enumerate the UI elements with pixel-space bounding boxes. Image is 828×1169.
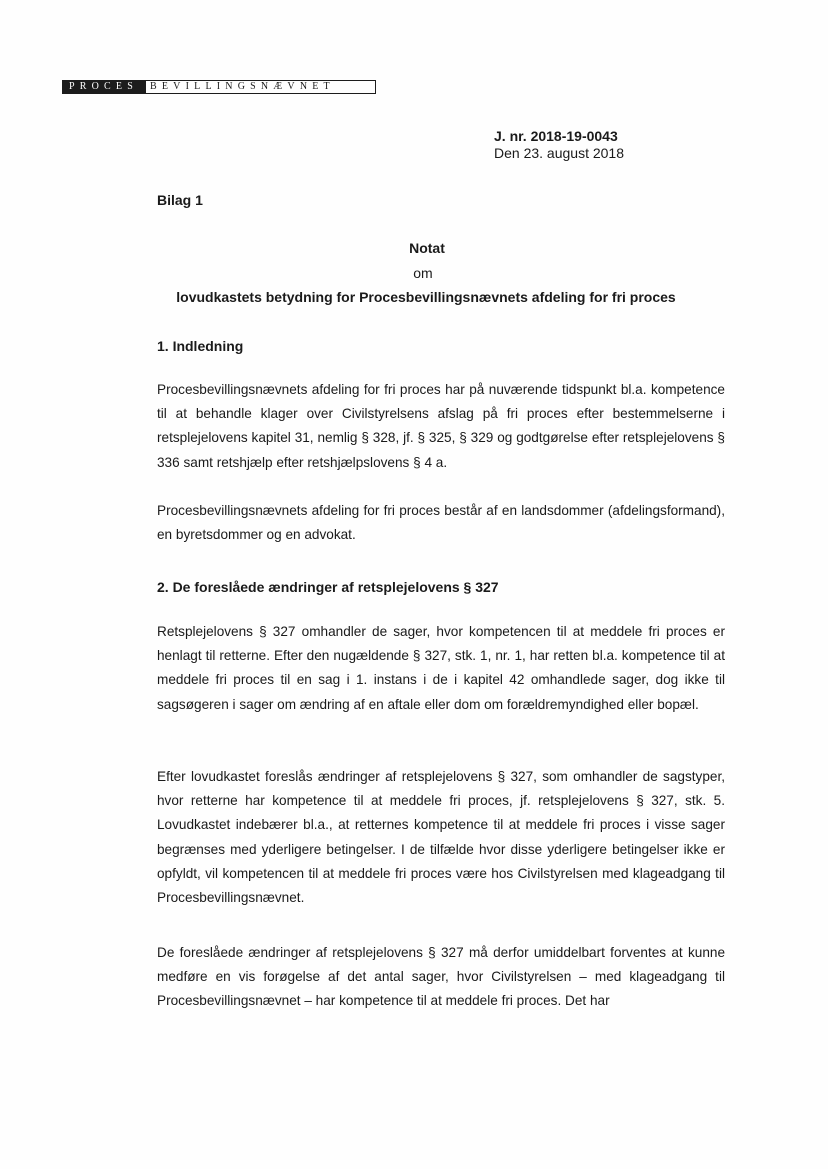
reference-block xyxy=(494,128,624,162)
procesbevillingsnaevnet-logo xyxy=(62,80,376,94)
document-date: Den 23. august 2018 xyxy=(494,145,624,161)
paragraph: Retsplejelovens § 327 omhandler de sager, hvor kompetencen til at meddele fri proces er henlagt til retterne. Efter den nugældende § 327, stk. 1, nr. 1, har retten bl.a. kompetence til at meddele fri proces til en sag i 1. instans i de i kapitel 42 omhandlede sager, dog ikke til sagsøgeren i sager om ændring af en aftale eller dom om forældremyndighed eller bopæl. xyxy=(157,624,725,712)
paragraph: De foreslåede ændringer af retsplejelovens § 327 må derfor umiddelbart forventes at kunne medføre en vis forøgelse af det antal sager, hvor Civilstyrelsen – med klageadgang til Procesbevillingsnævnet – har kompetence til at meddele fri proces. Det har xyxy=(157,945,725,1009)
title-subject: lovudkastets betydning for Procesbevillingsnævnets afdeling for fri proces xyxy=(176,289,676,305)
section-heading-aendringer: 2. De foreslåede ændringer af retsplejelovens § 327 xyxy=(157,579,499,595)
paragraph: Efter lovudkastet foreslås ændringer af retsplejelovens § 327, som omhandler de sagstyper, hvor retterne har kompetence til at meddele fri proces, jf. retsplejelovens § 327, stk. 5. Lovudkastet indebærer bl.a., at retternes kompetence til at meddele fri proces i visse sager begrænses med yderligere betingelser. I de tilfælde hvor disse yderligere betingelser ikke er opfyldt, vil kompetencen til at meddele fri proces være hos Civilstyrelsen med klageadgang til Procesbevillingsnævnet. xyxy=(157,769,725,906)
bilag-label: Bilag 1 xyxy=(157,192,203,208)
logo-proces-text: PROCES xyxy=(62,80,146,94)
journal-number: J. nr. 2018-19-0043 xyxy=(494,128,618,144)
paragraph: Procesbevillingsnævnets afdeling for fri proces har på nuværende tidspunkt bl.a. kompetence til at behandle klager over Civilstyrelsens afslag på fri proces efter bestemmelserne i retsplejelovens kapitel 31, nemlig § 328, jf. § 325, § 329 og godtgørelse efter retsplejelovens § 336 samt retshjælp efter retshjælpslovens § 4 a. xyxy=(157,382,725,470)
title-notat: Notat xyxy=(409,240,445,256)
paragraph: Procesbevillingsnævnets afdeling for fri proces består af en landsdommer (afdelingsformand), en byretsdommer og en advokat. xyxy=(157,503,725,543)
section-heading-indledning: 1. Indledning xyxy=(157,338,244,354)
title-om: om xyxy=(413,265,433,281)
logo-bevillingsnaevnet-text: BEVILLINGSNÆVNET xyxy=(146,80,376,94)
